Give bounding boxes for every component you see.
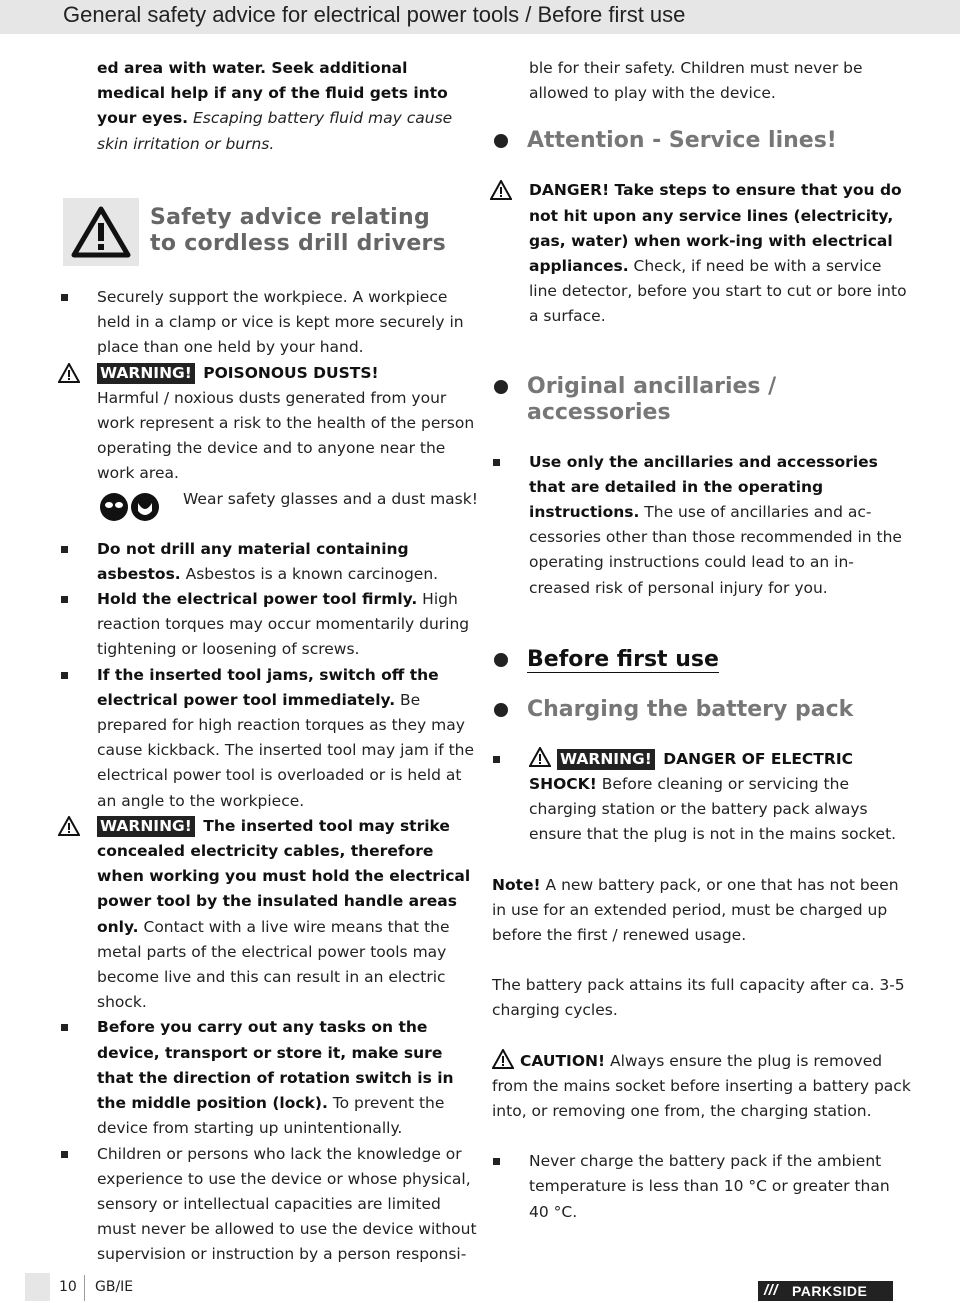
note-text: A new battery pack, or one that has not been in use for an extended period, must be charged up before the first / renewed usage. — [492, 875, 899, 945]
item4-text: Be prepared for high reaction torques as they may cause kickback. The inserted tool may jam if the electrical power tool is overloaded or is held at an angle to the workpiece. — [97, 690, 475, 810]
bullet-icon — [493, 1158, 500, 1165]
bullet-icon — [493, 756, 500, 763]
warning-icon — [71, 206, 131, 258]
item2-text: Asbestos is a known carcinogen. — [180, 564, 439, 583]
intro-paragraph — [60, 56, 480, 158]
bullet-dot-icon — [494, 134, 508, 148]
bullet-icon — [61, 672, 68, 679]
item3-bold: Hold the electrical power tool firmly. — [97, 590, 418, 609]
continued-text — [492, 56, 912, 106]
list-item — [60, 663, 480, 814]
page-header — [0, 0, 960, 34]
safety-glasses-mask-icon — [99, 491, 161, 523]
right-column — [492, 56, 912, 1225]
heading-original-accessories — [492, 374, 792, 426]
list-item — [60, 285, 480, 361]
intro-bold: ed area with water. Seek additional medical help if any of the fluid gets into your eyes. — [97, 59, 448, 128]
warning-label: WARNING! — [557, 749, 655, 770]
bullet-icon — [61, 294, 68, 301]
heading-charging — [492, 697, 912, 723]
heading-text: Charging the battery pack — [527, 696, 854, 722]
cable-warning — [60, 814, 480, 1016]
page-number: 10 — [59, 1279, 77, 1295]
list-item — [492, 747, 912, 848]
item1-text: Securely support the workpiece. A workpiece held in a clamp or vice is kept more securely in place than one held by your hand. — [97, 288, 464, 357]
bullet-icon — [493, 459, 500, 466]
list-item — [60, 1142, 480, 1268]
footer-divider — [84, 1275, 85, 1301]
cont-text: ble for their safety. Children must never be allowed to play with the device. — [529, 59, 863, 103]
bullet-icon — [61, 1151, 68, 1158]
section-title — [150, 205, 446, 257]
warning-box — [63, 198, 139, 266]
heading-text: Attention - Service lines! — [527, 128, 837, 154]
acc-text: The use of ancillaries and ac-cessories other than those recommended in the operating instructions could lead to an in-creased risk of personal injury for you. — [529, 503, 902, 597]
ppe-notice — [97, 487, 480, 537]
warning-label: WARNING! — [97, 363, 195, 384]
item5-bold: Before you carry out any tasks on the device, transport or store it, make sure that the direction of rotation switch is in the middle position (lock). — [97, 1018, 454, 1113]
brand-name: PARKSIDE — [792, 1283, 868, 1299]
item4-bold: If the inserted tool jams, switch off the electrical power tool immediately. — [97, 665, 439, 709]
acc-bold: Use only the ancillaries and accessories that are detailed in the operating instructions. — [529, 452, 878, 522]
bullet-icon — [61, 1024, 68, 1031]
shock-bold: DANGER OF ELECTRIC SHOCK! — [529, 749, 853, 794]
item5-text: To prevent the device from starting up unintentionally. — [97, 1094, 445, 1138]
section-title-line2: to cordless drill drivers — [150, 231, 447, 256]
list-item — [60, 587, 480, 663]
poison-warning — [60, 361, 480, 487]
bullet-icon — [61, 546, 68, 553]
ppe-text: Wear safety glasses and a dust mask! — [183, 489, 478, 508]
warning-icon — [490, 180, 512, 200]
caution-text: Always ensure the plug is removed from the mains socket before inserting a battery pack into, or removing one from, the charging station. — [492, 1051, 911, 1121]
bullet-dot-icon — [494, 380, 508, 394]
bullet-icon — [61, 596, 68, 603]
temp-text: Never charge the battery pack if the ambient temperature is less than 10 °C or greater than 40 °C. — [529, 1152, 890, 1221]
caution-paragraph — [492, 1049, 912, 1125]
page-title: General safety advice for electrical power tools / Before first use — [63, 2, 686, 27]
item2-bold: Do not drill any material containing asbestos. — [97, 539, 409, 583]
poison-bold: POISONOUS DUSTS! — [197, 363, 379, 382]
caution-bold: CAUTION! — [520, 1051, 606, 1070]
capacity-text: The battery pack attains its full capacity after ca. 3-5 charging cycles. — [492, 976, 905, 1020]
list-item — [492, 1149, 912, 1225]
poison-text: Harmful / noxious dusts generated from your work represent a risk to the health of the person operating the device and to anyone near the work area. — [97, 388, 475, 483]
heading-service-lines — [492, 128, 912, 154]
warning2-text: Contact with a live wire means that the metal parts of the electrical power tools may become live and this can result in an electric shock. — [97, 917, 450, 1012]
shock-text: Before cleaning or servicing the charging station or the battery pack always ensure that the plug is not in the mains socket. — [529, 775, 897, 844]
warning-label: WARNING! — [97, 816, 195, 837]
danger-warning — [492, 178, 912, 329]
heading-text: Original ancillaries / accessories — [527, 373, 777, 425]
note-bold: Note! — [492, 875, 541, 894]
warning-icon — [529, 747, 551, 767]
section-title-line1: Safety advice relating — [150, 205, 431, 230]
heading-text: Before first use — [527, 646, 719, 672]
capacity-paragraph — [492, 973, 912, 1023]
left-column — [60, 56, 480, 158]
danger-text: Check, if need be with a service line detector, before you start to cut or bore into a surface. — [529, 257, 907, 326]
bullet-dot-icon — [494, 653, 508, 667]
left-column-body — [60, 285, 480, 1268]
note-paragraph — [492, 873, 912, 949]
warning-icon — [492, 1049, 514, 1069]
danger-bold: DANGER! Take steps to ensure that you do not hit upon any service lines (electricity, gas, water) when work-ing with electrical appliances. — [529, 181, 902, 276]
item3-text: High reaction torques may occur momentarily during tightening or loosening of screws. — [97, 590, 470, 659]
warning2-bold: The inserted tool may strike concealed electricity cables, therefore when working you must hold the electrical power tool by the insulated handle areas only. — [97, 816, 471, 936]
parkside-logo — [758, 1281, 893, 1301]
logo-slash-icon: /// — [764, 1282, 779, 1299]
intro-italic: Escaping battery fluid may cause skin irritation or burns. — [97, 109, 453, 153]
list-item — [60, 537, 480, 587]
region-code: GB/IE — [95, 1279, 134, 1295]
footer-marker — [25, 1273, 50, 1301]
bullet-dot-icon — [494, 703, 508, 717]
list-item — [60, 1015, 480, 1141]
heading-before-first-use — [492, 647, 912, 673]
item6-text: Children or persons who lack the knowledge or experience to use the device or whose physical, sensory or intellectual capacities are limited must never be allowed to use the device without supervision or instruction by a person responsi- — [97, 1144, 477, 1264]
list-item — [492, 450, 912, 601]
warning-icon — [58, 363, 80, 383]
warning-icon — [58, 816, 80, 836]
